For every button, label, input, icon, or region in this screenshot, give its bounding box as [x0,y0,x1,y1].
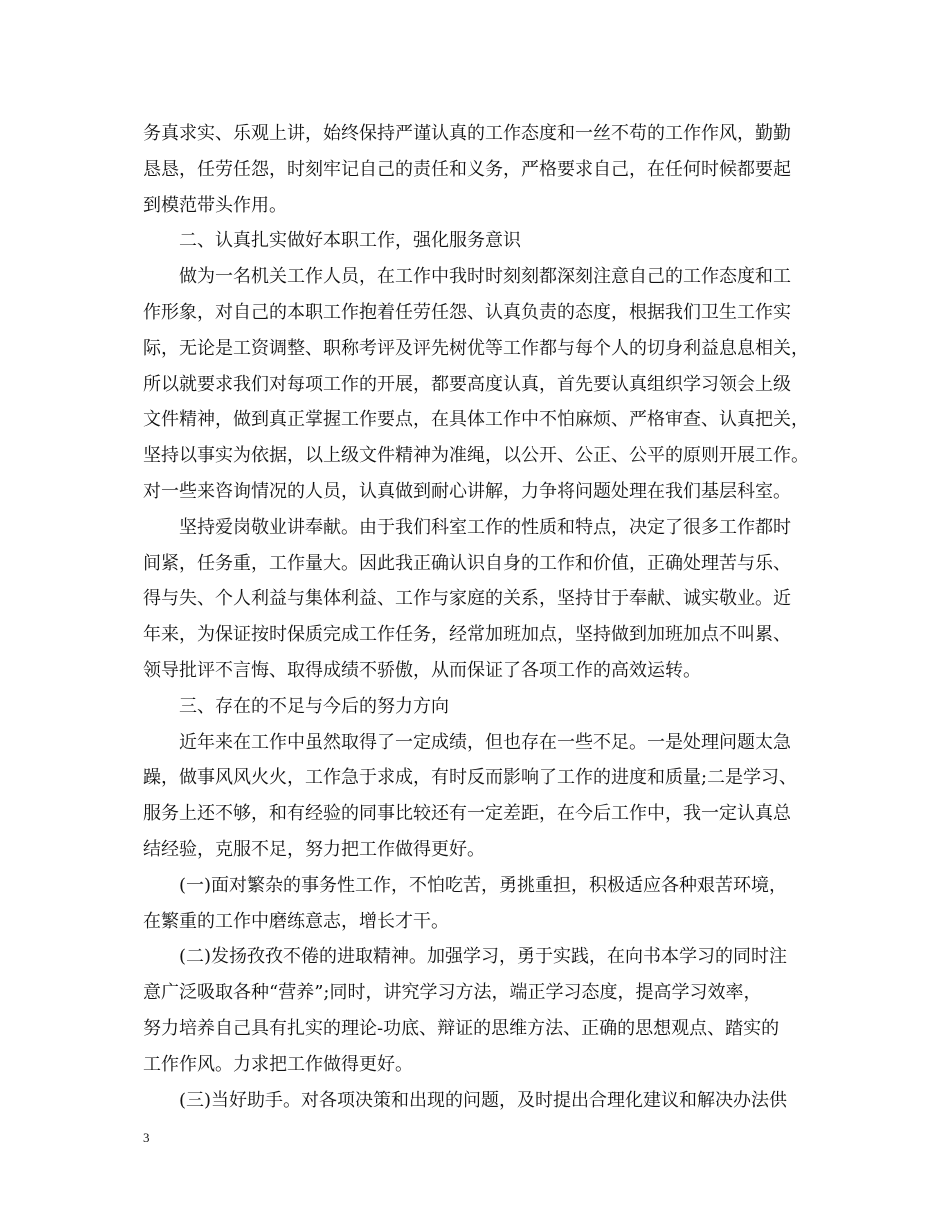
text-line: 坚持爱岗敬业讲奉献。由于我们科室工作的性质和特点，决定了很多工作都时 [179,516,791,538]
text-line: 躁，做事风风火火，工作急于求成，有时反而影响了工作的进度和质量;二是学习、 [143,767,798,789]
text-line: 三、存在的不足与今后的努力方向 [179,695,449,717]
text-line: 年来，为保证按时保质完成工作任务，经常加班加点，坚持做到加班加点不叫累、 [143,624,791,646]
text-line: 对一些来咨询情况的人员，认真做到耐心讲解，力争将问题处理在我们基层科室。 [143,480,791,502]
text-line: 在繁重的工作中磨练意志，增长才干。 [143,910,449,932]
text-line: 努力培养自己具有扎实的理论-功底、辩证的思维方法、正确的思想观点、踏实的 [143,1017,780,1039]
text-line: 二、认真扎实做好本职工作，强化服务意识 [179,230,521,252]
text-line: (一)面对繁杂的事务性工作，不怕吃苦，勇挑重担，积极适应各种艰苦环境， [179,874,788,896]
page-number: 3 [143,1130,150,1145]
body-text [143,116,811,1118]
text-line: 意广泛吸取各种“营养”;同时，讲究学习方法，端正学习态度，提高学习效率， [143,982,762,1004]
text-line: 得与失、个人利益与集体利益、工作与家庭的关系，坚持甘于奉献、诚实敬业。近 [143,588,791,610]
text-line: 服务上还不够，和有经验的同事比较还有一定差距，在今后工作中，我一定认真总 [143,803,791,825]
text-line: 结经验，克服不足，努力把工作做得更好。 [143,838,485,860]
text-line: 到模范带头作用。 [143,194,287,216]
text-line: 坚持以事实为依据，以上级文件精神为准绳，以公开、公正、公平的原则开展工作。 [143,445,809,467]
text-line: 作形象，对自己的本职工作抱着任劳任怨、认真负责的态度，根据我们卫生工作实 [143,301,791,323]
text-line: (二)发扬孜孜不倦的进取精神。加强学习，勇于实践，在向书本学习的同时注 [179,946,788,968]
text-line: 近年来在工作中虽然取得了一定成绩，但也存在一些不足。一是处理问题太急 [179,731,791,753]
text-line: 工作作风。力求把工作做得更好。 [143,1053,413,1075]
text-line: 做为一名机关工作人员，在工作中我时时刻刻都深刻注意自己的工作态度和工 [179,266,791,288]
text-line: 所以就要求我们对每项工作的开展，都要高度认真，首先要认真组织学习领会上级 [143,373,791,395]
text-line: 际，无论是工资调整、职称考评及评先树优等工作都与每个人的切身利益息息相关， [143,337,809,359]
text-line: 间紧，任务重，工作量大。因此我正确认识自身的工作和价值，正确处理苦与乐、 [143,552,791,574]
text-line: 领导批评不言悔、取得成绩不骄傲，从而保证了各项工作的高效运转。 [143,659,701,681]
text-line: 务真求实、乐观上讲，始终保持严谨认真的工作态度和一丝不苟的工作作风，勤勤 [143,123,791,144]
text-line: 文件精神，做到真正掌握工作要点，在具体工作中不怕麻烦、严格审查、认真把关， [143,409,809,431]
text-line: 恳恳，任劳任怨，时刻牢记自己的责任和义务，严格要求自己，在任何时候都要起 [143,158,791,180]
text-line: (三)当好助手。对各项决策和出现的问题，及时提出合理化建议和解决办法供 [179,1089,788,1111]
